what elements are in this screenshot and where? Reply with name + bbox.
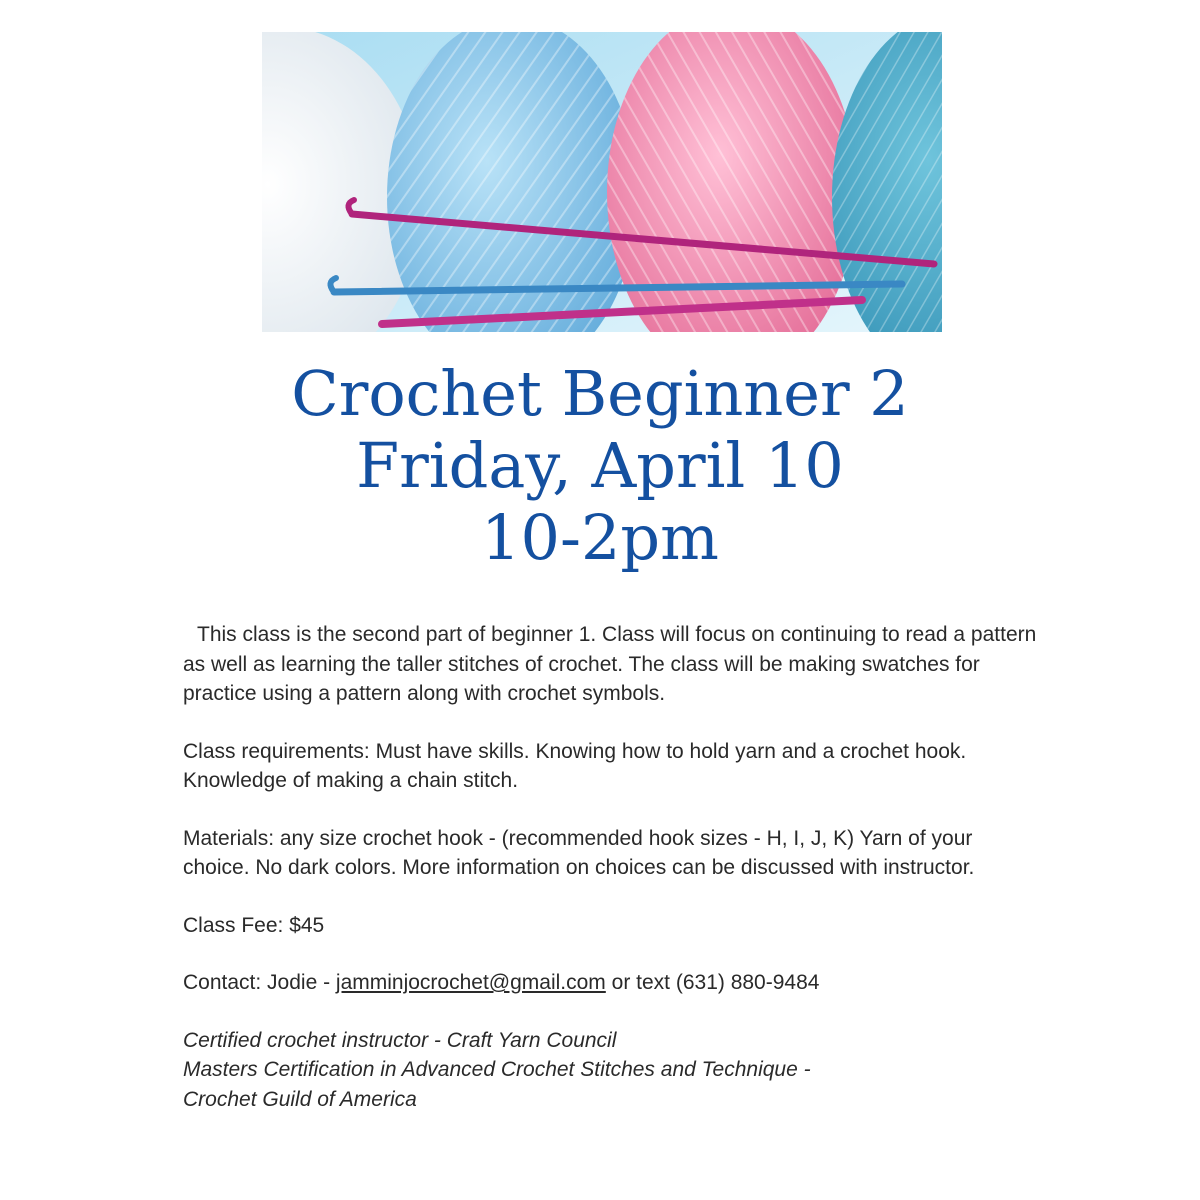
- contact-email-link[interactable]: jamminjocrochet@gmail.com: [335, 971, 606, 994]
- contact-prefix: Contact: Jodie -: [183, 971, 336, 994]
- contact-line: [183, 968, 1043, 998]
- event-title: [0, 358, 1200, 574]
- class-fee: Class Fee: $45: [183, 913, 325, 937]
- class-name: Crochet Beginner 2: [291, 357, 909, 430]
- hero-image: [262, 32, 942, 332]
- class-description: [183, 620, 1043, 1114]
- contact-suffix: or text (631) 880-9484: [605, 971, 820, 994]
- credential-3: Crochet Guild of America: [183, 1087, 417, 1111]
- requirements-paragraph: Class requirements: Must have skills. Knowing how to hold yarn and a crochet hook. Knowledge of making a chain stitch.: [183, 739, 967, 792]
- intro-paragraph: This class is the second part of beginner 1. Class will focus on continuing to read a pattern as well as learning the taller stitches of crochet. The class will be making swatches for practice using a pattern along with crochet symbols.: [183, 623, 1037, 705]
- event-time: 10-2pm: [481, 501, 719, 574]
- credential-2: Masters Certification in Advanced Crochet Stitches and Technique -: [183, 1058, 811, 1081]
- materials-paragraph: Materials: any size crochet hook - (recommended hook sizes - H, I, J, K) Yarn of your choice. No dark colors. More information on choices can be discussed with instructor.: [183, 826, 975, 879]
- event-date: Friday, April 10: [356, 429, 844, 502]
- credential-1: Certified crochet instructor - Craft Yarn Council: [183, 1028, 617, 1052]
- yarn-balls-with-crochet-hooks-image: [262, 32, 942, 332]
